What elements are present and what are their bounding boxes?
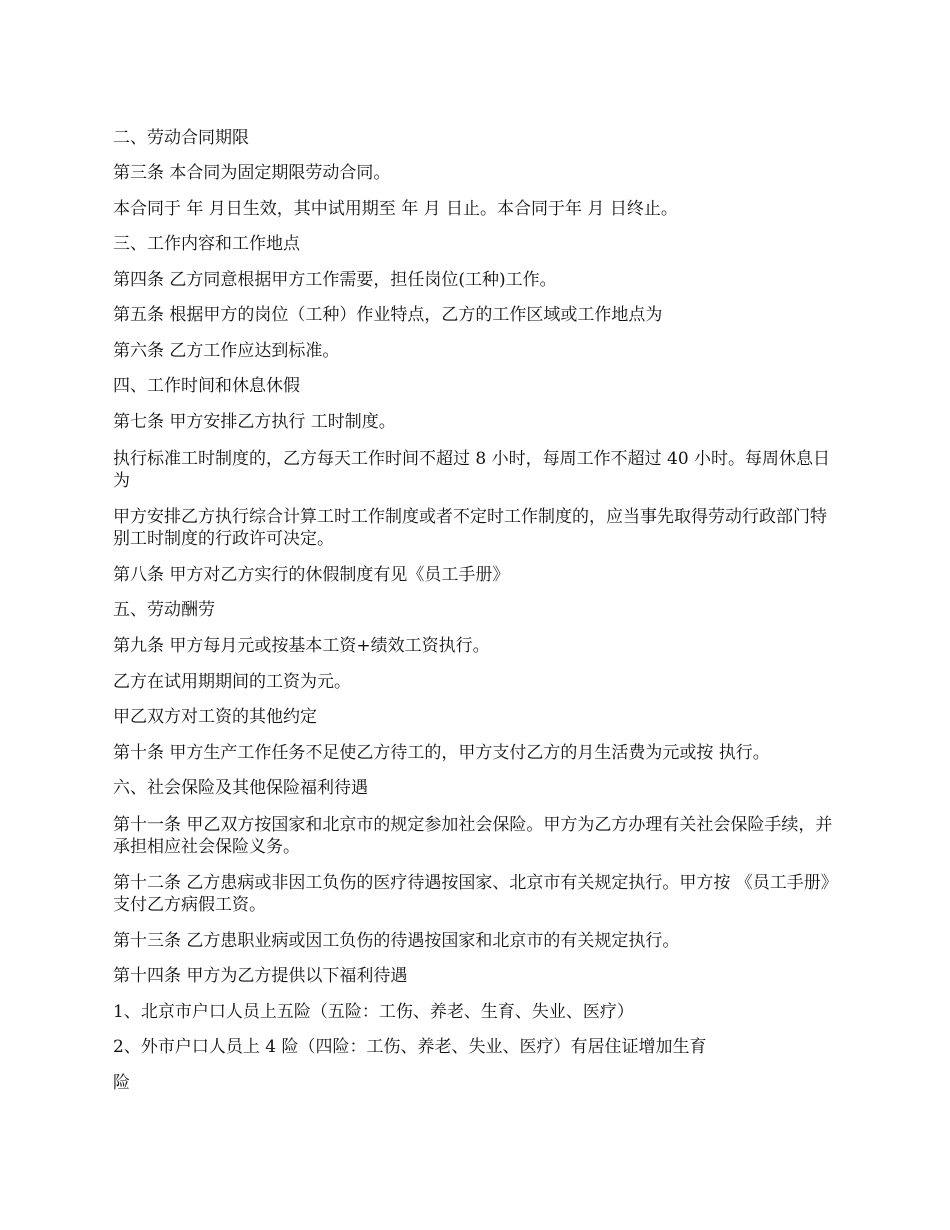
paragraph: 第六条 乙方工作应达到标准。 — [113, 341, 340, 361]
paragraph: 第七条 甲方安排乙方执行 工时制度。 — [113, 412, 396, 432]
paragraph: 第十条 甲方生产工作任务不足使乙方待工的，甲方支付乙方的月生活费为元或按 执行。 — [113, 743, 770, 763]
section-heading: 六、社会保险及其他保险福利待遇 — [113, 778, 368, 798]
paragraph: 本合同于 年 月日生效，其中试用期至 年 月 日止。本合同于年 月 日终止。 — [113, 199, 678, 219]
paragraph: 甲乙双方对工资的其他约定 — [113, 707, 317, 727]
paragraph: 执行标准工时制度的，乙方每天工作时间不超过 8 小时，每周工作不超过 40 小时。每周休息日为 — [113, 449, 831, 491]
paragraph: 第三条 本合同为固定期限劳动合同。 — [113, 163, 391, 183]
paragraph: 第四条 乙方同意根据甲方工作需要，担任岗位(工种)工作。 — [113, 270, 557, 290]
paragraph: 第八条 甲方对乙方实行的休假制度有见《员工手册》 — [113, 565, 510, 585]
paragraph: 第十二条 乙方患病或非因工负伤的医疗待遇按国家、北京市有关规定执行。甲方按 《员工手册》支付乙方病假工资。 — [113, 873, 830, 915]
list-item: 2、外市户口人员上 4 险（四险：工伤、养老、失业、医疗）有居住证增加生育 — [113, 1037, 707, 1057]
list-item: 1、北京市户口人员上五险（五险：工伤、养老、生育、失业、医疗） — [113, 1002, 634, 1022]
paragraph: 第九条 甲方每月元或按基本工资+绩效工资执行。 — [113, 636, 490, 656]
section-heading: 三、工作内容和工作地点 — [113, 234, 300, 254]
paragraph: 第十一条 甲乙双方按国家和北京市的规定参加社会保险。甲方为乙方办理有关社会保险手续，并承担相应社会保险义务。 — [113, 815, 833, 857]
paragraph: 第十四条 甲方为乙方提供以下福利待遇 — [113, 966, 408, 986]
section-heading: 五、劳动酬劳 — [113, 600, 215, 620]
paragraph: 甲方安排乙方执行综合计算工时工作制度或者不定时工作制度的，应当事先取得劳动行政部门特别工时制度的行政许可决定。 — [113, 507, 827, 549]
section-heading: 二、劳动合同期限 — [113, 128, 249, 148]
paragraph: 乙方在试用期期间的工资为元。 — [113, 672, 351, 692]
paragraph: 第五条 根据甲方的岗位（工种）作业特点，乙方的工作区域或工作地点为 — [113, 305, 663, 325]
section-heading: 四、工作时间和休息休假 — [113, 376, 300, 396]
paragraph: 险 — [113, 1073, 130, 1093]
paragraph: 第十三条 乙方患职业病或因工负伤的待遇按国家和北京市的有关规定执行。 — [113, 931, 680, 951]
